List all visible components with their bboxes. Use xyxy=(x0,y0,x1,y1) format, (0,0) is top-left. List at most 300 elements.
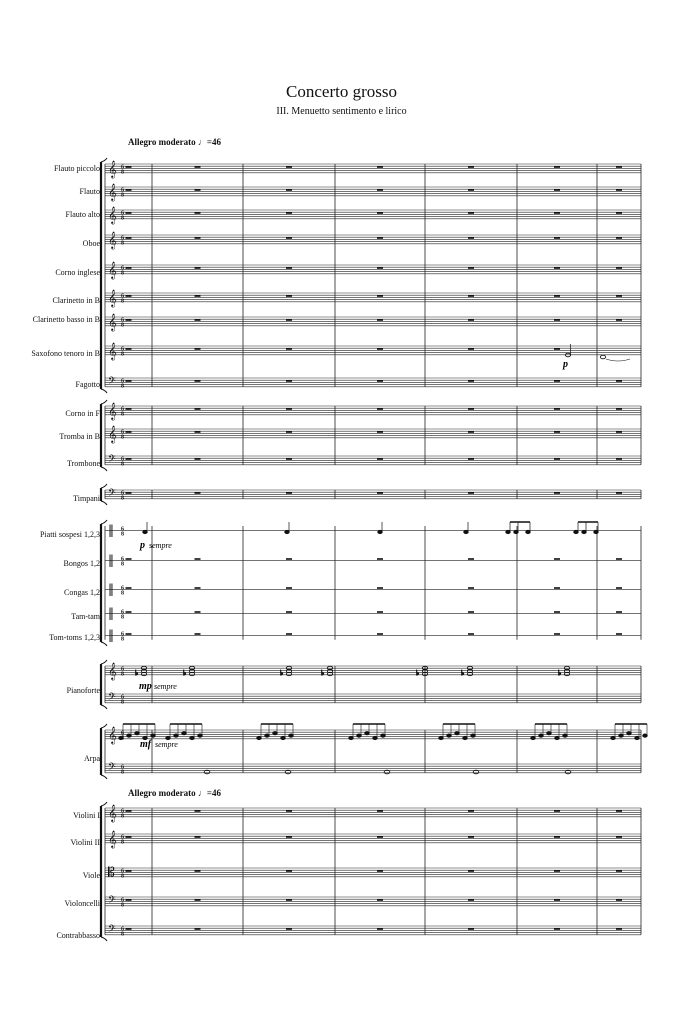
whole-rest xyxy=(616,380,622,382)
half-note-head xyxy=(600,355,605,359)
time-signature-bottom: 8 xyxy=(121,322,124,329)
whole-rest xyxy=(286,319,292,321)
treble-clef-icon: 𝄞 xyxy=(108,425,117,443)
whole-rest xyxy=(126,899,132,901)
whole-rest xyxy=(286,166,292,168)
dynamic-saxofono: p xyxy=(563,359,568,370)
whole-rest xyxy=(195,408,201,410)
whole-rest xyxy=(286,380,292,382)
note-head xyxy=(539,734,543,737)
time-signature-top: 6 xyxy=(121,585,124,592)
note-head xyxy=(257,736,261,739)
whole-rest xyxy=(468,870,474,872)
note-head xyxy=(349,736,353,739)
whole-rest xyxy=(286,492,292,494)
whole-rest xyxy=(377,212,383,214)
whole-rest xyxy=(554,928,560,930)
bass-clef-icon: 𝄢 xyxy=(108,453,116,467)
whole-rest xyxy=(554,870,560,872)
whole-rest xyxy=(468,267,474,269)
score-title: Concerto grosso xyxy=(286,82,397,101)
whole-rest xyxy=(616,611,622,613)
time-signature-bottom: 8 xyxy=(121,298,124,305)
whole-rest xyxy=(286,431,292,433)
bass-clef-icon: 𝄢 xyxy=(108,691,116,705)
flat-icon: ♭ xyxy=(461,669,465,677)
whole-rest xyxy=(377,348,383,350)
whole-rest xyxy=(377,319,383,321)
whole-rest xyxy=(468,431,474,433)
whole-rest xyxy=(616,431,622,433)
time-signature-bottom: 8 xyxy=(121,839,124,846)
whole-rest xyxy=(468,319,474,321)
treble-clef-icon: 𝄞 xyxy=(108,313,117,331)
note-head xyxy=(574,530,578,533)
flat-icon: ♭ xyxy=(558,669,562,677)
whole-rest xyxy=(126,348,132,350)
bracket-hook xyxy=(101,158,107,162)
note-head xyxy=(464,530,468,533)
note-head xyxy=(471,734,475,737)
whole-rest xyxy=(616,319,622,321)
whole-rest xyxy=(554,267,560,269)
flat-icon: ♭ xyxy=(135,669,139,677)
whole-rest xyxy=(195,633,201,635)
label-pianoforte: Pianoforte xyxy=(66,686,100,695)
whole-rest xyxy=(616,558,622,560)
whole-rest xyxy=(126,295,132,297)
whole-rest xyxy=(195,810,201,812)
note-head xyxy=(635,736,639,739)
time-signature-top: 6 xyxy=(121,456,124,463)
label-piatti: Piatti sospesi 1,2,3 xyxy=(39,530,100,539)
whole-rest xyxy=(616,810,622,812)
whole-rest xyxy=(195,319,201,321)
whole-rest xyxy=(126,189,132,191)
time-signature-top: 6 xyxy=(121,609,124,616)
whole-rest xyxy=(616,870,622,872)
bracket-hook xyxy=(101,660,107,664)
label-congas: Congas 1,2 xyxy=(64,588,100,597)
time-signature-bottom: 8 xyxy=(121,411,124,418)
note-head xyxy=(547,732,551,735)
label-fagotto: Fagotto xyxy=(75,380,100,389)
whole-rest xyxy=(195,870,201,872)
whole-rest xyxy=(554,633,560,635)
whole-rest xyxy=(286,836,292,838)
time-signature-top: 6 xyxy=(121,808,124,815)
whole-rest xyxy=(616,408,622,410)
whole-rest xyxy=(616,836,622,838)
note-head xyxy=(190,736,194,739)
percussion-clef-icon: ‖ xyxy=(108,553,114,567)
whole-rest xyxy=(554,166,560,168)
whole-rest xyxy=(377,899,383,901)
note-head xyxy=(119,736,123,739)
percussion-clef-icon: ‖ xyxy=(108,606,114,620)
whole-rest xyxy=(286,611,292,613)
note-head xyxy=(555,736,559,739)
note-head xyxy=(643,734,647,737)
whole-rest xyxy=(377,492,383,494)
time-signature-top: 6 xyxy=(121,210,124,217)
score-subtitle: III. Menuetto sentimento e lirico xyxy=(276,106,407,117)
time-signature-top: 6 xyxy=(121,317,124,324)
note-head xyxy=(182,732,186,735)
whole-rest xyxy=(195,348,201,350)
whole-rest xyxy=(468,348,474,350)
time-signature-top: 6 xyxy=(121,764,124,771)
time-signature-top: 6 xyxy=(121,666,124,673)
whole-rest xyxy=(195,492,201,494)
time-signature-bottom: 8 xyxy=(121,495,124,502)
whole-rest xyxy=(286,189,292,191)
time-signature-top: 6 xyxy=(121,730,124,737)
label-oboe: Oboe xyxy=(82,239,100,248)
whole-rest xyxy=(126,431,132,433)
bracket-hook xyxy=(101,937,107,941)
whole-rest xyxy=(286,267,292,269)
note-head xyxy=(198,734,202,737)
flat-icon: ♭ xyxy=(183,669,187,677)
treble-clef-icon: 𝄞 xyxy=(108,402,117,420)
dynamic-piatti-word: sempre xyxy=(149,541,172,550)
time-signature-bottom: 8 xyxy=(121,240,124,247)
time-signature-top: 6 xyxy=(121,490,124,497)
whole-rest xyxy=(195,558,201,560)
time-signature-bottom: 8 xyxy=(121,434,124,441)
whole-rest xyxy=(286,237,292,239)
time-signature-bottom: 8 xyxy=(121,636,124,643)
label-corno-f: Corno in F xyxy=(65,409,100,418)
whole-rest xyxy=(126,492,132,494)
note-head xyxy=(273,732,277,735)
whole-rest xyxy=(286,212,292,214)
whole-rest xyxy=(468,587,474,589)
treble-clef-icon: 𝄞 xyxy=(108,231,117,249)
whole-rest xyxy=(126,408,132,410)
whole-rest xyxy=(468,166,474,168)
whole-rest xyxy=(554,408,560,410)
whole-rest xyxy=(195,611,201,613)
whole-rest xyxy=(195,836,201,838)
note-head xyxy=(289,734,293,737)
whole-rest xyxy=(468,380,474,382)
note-head xyxy=(143,530,147,533)
whole-rest xyxy=(616,267,622,269)
whole-rest xyxy=(195,431,201,433)
tie xyxy=(606,359,630,361)
note-head xyxy=(127,734,131,737)
note-head xyxy=(447,734,451,737)
whole-rest xyxy=(195,928,201,930)
whole-rest xyxy=(286,558,292,560)
whole-rest xyxy=(468,558,474,560)
whole-rest xyxy=(126,319,132,321)
whole-rest xyxy=(616,899,622,901)
label-clarinetto-basso: Clarinetto basso in B xyxy=(32,315,100,324)
label-timpani: Timpani xyxy=(73,494,100,503)
whole-rest xyxy=(377,408,383,410)
time-signature-top: 6 xyxy=(121,526,124,533)
whole-rest xyxy=(126,237,132,239)
whole-rest xyxy=(616,295,622,297)
whole-rest xyxy=(554,348,560,350)
whole-rest xyxy=(126,587,132,589)
whole-rest xyxy=(468,611,474,613)
time-signature-bottom: 8 xyxy=(121,769,124,776)
time-signature-bottom: 8 xyxy=(121,671,124,678)
note-head xyxy=(378,530,382,533)
whole-rest xyxy=(195,380,201,382)
note-head xyxy=(526,530,530,533)
whole-rest xyxy=(126,810,132,812)
note-head xyxy=(285,530,289,533)
whole-rest xyxy=(126,212,132,214)
whole-rest xyxy=(126,870,132,872)
label-violoncelli: Violoncelli xyxy=(64,899,100,908)
percussion-clef-icon: ‖ xyxy=(108,582,114,596)
time-signature-bottom: 8 xyxy=(121,561,124,568)
whole-rest xyxy=(286,810,292,812)
whole-rest xyxy=(616,458,622,460)
whole-rest xyxy=(126,267,132,269)
whole-rest xyxy=(195,267,201,269)
whole-rest xyxy=(377,237,383,239)
whole-rest xyxy=(286,458,292,460)
label-saxofono: Saxofono tenoro in B xyxy=(31,349,100,358)
flat-icon: ♭ xyxy=(416,669,420,677)
time-signature-bottom: 8 xyxy=(121,270,124,277)
time-signature-bottom: 8 xyxy=(121,215,124,222)
bass-clef-icon: 𝄢 xyxy=(108,894,116,908)
whole-rest xyxy=(554,492,560,494)
time-signature-top: 6 xyxy=(121,378,124,385)
whole-rest xyxy=(616,237,622,239)
whole-rest xyxy=(554,458,560,460)
time-signature-top: 6 xyxy=(121,164,124,171)
percussion-clef-icon: ‖ xyxy=(108,628,114,642)
whole-rest xyxy=(286,348,292,350)
bracket-hook xyxy=(101,642,107,646)
whole-rest xyxy=(286,587,292,589)
whole-rest xyxy=(286,408,292,410)
note-head xyxy=(627,732,631,735)
whole-rest xyxy=(554,380,560,382)
note-head xyxy=(281,736,285,739)
time-signature-bottom: 8 xyxy=(121,614,124,621)
whole-rest xyxy=(468,810,474,812)
whole-rest xyxy=(195,587,201,589)
note-head xyxy=(151,734,155,737)
time-signature-bottom: 8 xyxy=(121,383,124,390)
bracket-hook xyxy=(101,705,107,709)
treble-clef-icon: 𝄞 xyxy=(108,342,117,360)
tempo-marking-strings: Allegro moderato ♩=46 xyxy=(128,788,221,798)
label-contrabbasso: Contrabbasso xyxy=(56,931,100,940)
whole-rest xyxy=(195,237,201,239)
bass-clef-icon: 𝄢 xyxy=(108,487,116,501)
flat-icon: ♭ xyxy=(321,669,325,677)
whole-rest xyxy=(126,380,132,382)
note-head xyxy=(531,736,535,739)
time-signature-bottom: 8 xyxy=(121,699,124,706)
treble-clef-icon: 𝄞 xyxy=(108,206,117,224)
bass-clef-icon: 𝄢 xyxy=(108,761,116,775)
time-signature-top: 6 xyxy=(121,187,124,194)
dynamic-pianoforte: mp xyxy=(139,681,152,692)
note-head xyxy=(265,734,269,737)
treble-clef-icon: 𝄞 xyxy=(108,261,117,279)
time-signature-bottom: 8 xyxy=(121,461,124,468)
note-head xyxy=(365,732,369,735)
whole-rest xyxy=(377,267,383,269)
note-head xyxy=(455,732,459,735)
treble-clef-icon: 𝄞 xyxy=(108,804,117,822)
time-signature-top: 6 xyxy=(121,926,124,933)
label-flauto: Flauto xyxy=(79,187,100,196)
note-head xyxy=(582,530,586,533)
whole-rest xyxy=(286,295,292,297)
whole-rest xyxy=(554,431,560,433)
whole-rest xyxy=(616,492,622,494)
label-bongos: Bongos 1,2 xyxy=(63,559,100,568)
treble-clef-icon: 𝄞 xyxy=(108,830,117,848)
whole-rest xyxy=(616,189,622,191)
time-signature-top: 6 xyxy=(121,834,124,841)
dynamic-arpa-word: sempre xyxy=(155,740,178,749)
whole-rest xyxy=(286,870,292,872)
note-head xyxy=(357,734,361,737)
label-violini-2: Violini II xyxy=(70,838,100,847)
bass-clef-icon: 𝄢 xyxy=(108,375,116,389)
whole-rest xyxy=(616,928,622,930)
time-signature-top: 6 xyxy=(121,631,124,638)
time-signature-top: 6 xyxy=(121,406,124,413)
note-head xyxy=(174,734,178,737)
dynamic-piatti: p xyxy=(140,540,145,551)
tempo-marking-top: Allegro moderato ♩=46 xyxy=(128,137,221,147)
whole-rest xyxy=(554,189,560,191)
flat-icon: ♭ xyxy=(280,669,284,677)
bracket-hook xyxy=(101,520,107,524)
percussion-clef-icon: ‖ xyxy=(108,523,114,537)
time-signature-bottom: 8 xyxy=(121,351,124,358)
whole-rest xyxy=(195,899,201,901)
whole-rest xyxy=(616,166,622,168)
whole-rest xyxy=(195,458,201,460)
whole-rest xyxy=(468,189,474,191)
whole-rest xyxy=(286,928,292,930)
whole-rest xyxy=(468,928,474,930)
whole-rest xyxy=(468,237,474,239)
whole-rest xyxy=(554,836,560,838)
whole-rest xyxy=(377,558,383,560)
whole-rest xyxy=(286,633,292,635)
label-tam-tam: Tam-tam xyxy=(71,612,100,621)
note-head xyxy=(373,736,377,739)
note-head xyxy=(135,732,139,735)
whole-rest xyxy=(377,810,383,812)
whole-rest xyxy=(126,558,132,560)
whole-rest xyxy=(554,319,560,321)
bracket-hook xyxy=(101,484,107,488)
label-viole: Viole xyxy=(82,871,100,880)
treble-clef-icon: 𝄞 xyxy=(108,183,117,201)
time-signature-top: 6 xyxy=(121,293,124,300)
note-head xyxy=(381,734,385,737)
whole-rest xyxy=(377,611,383,613)
label-tom-toms: Tom-toms 1,2,3 xyxy=(49,633,100,642)
time-signature-bottom: 8 xyxy=(121,590,124,597)
whole-rest xyxy=(554,237,560,239)
bracket-hook xyxy=(101,400,107,404)
whole-rest xyxy=(468,408,474,410)
whole-rest xyxy=(195,295,201,297)
whole-rest xyxy=(126,836,132,838)
whole-rest xyxy=(468,899,474,901)
whole-rest xyxy=(377,633,383,635)
bracket-hook xyxy=(101,501,107,505)
note-head xyxy=(514,530,518,533)
whole-rest xyxy=(377,166,383,168)
whole-rest xyxy=(554,558,560,560)
time-signature-top: 6 xyxy=(121,694,124,701)
whole-rest xyxy=(468,492,474,494)
note-head xyxy=(619,734,623,737)
whole-rest xyxy=(195,212,201,214)
whole-rest xyxy=(126,458,132,460)
whole-rest xyxy=(377,431,383,433)
label-flauto-alto: Flauto alto xyxy=(65,210,100,219)
whole-rest xyxy=(377,295,383,297)
bracket-hook xyxy=(101,389,107,393)
whole-rest xyxy=(616,212,622,214)
time-signature-bottom: 8 xyxy=(121,931,124,938)
whole-rest xyxy=(377,836,383,838)
whole-rest xyxy=(126,611,132,613)
treble-clef-icon: 𝄞 xyxy=(108,160,117,178)
whole-rest xyxy=(554,611,560,613)
whole-rest xyxy=(195,166,201,168)
label-clarinetto: Clarinetto in B xyxy=(52,296,100,305)
label-arpa: Arpa xyxy=(84,754,100,763)
whole-rest xyxy=(554,899,560,901)
whole-rest xyxy=(554,295,560,297)
label-corno-inglese: Corno inglese xyxy=(55,268,100,277)
bracket-hook xyxy=(101,724,107,728)
bracket-hook xyxy=(101,467,107,471)
whole-rest xyxy=(126,166,132,168)
time-signature-top: 6 xyxy=(121,897,124,904)
time-signature-bottom: 8 xyxy=(121,902,124,909)
whole-rest xyxy=(468,633,474,635)
whole-rest xyxy=(377,870,383,872)
whole-rest xyxy=(468,836,474,838)
whole-rest xyxy=(377,189,383,191)
dynamic-pianoforte-word: sempre xyxy=(154,682,177,691)
bass-clef-icon: 𝄢 xyxy=(108,923,116,937)
alto-clef-icon: 𝄡 xyxy=(108,865,115,879)
whole-rest xyxy=(126,633,132,635)
whole-rest xyxy=(195,189,201,191)
label-trombone: Trombone xyxy=(66,459,100,468)
whole-rest xyxy=(554,810,560,812)
whole-rest xyxy=(616,633,622,635)
time-signature-top: 6 xyxy=(121,868,124,875)
label-tromba: Tromba in B xyxy=(59,432,100,441)
whole-rest xyxy=(286,899,292,901)
